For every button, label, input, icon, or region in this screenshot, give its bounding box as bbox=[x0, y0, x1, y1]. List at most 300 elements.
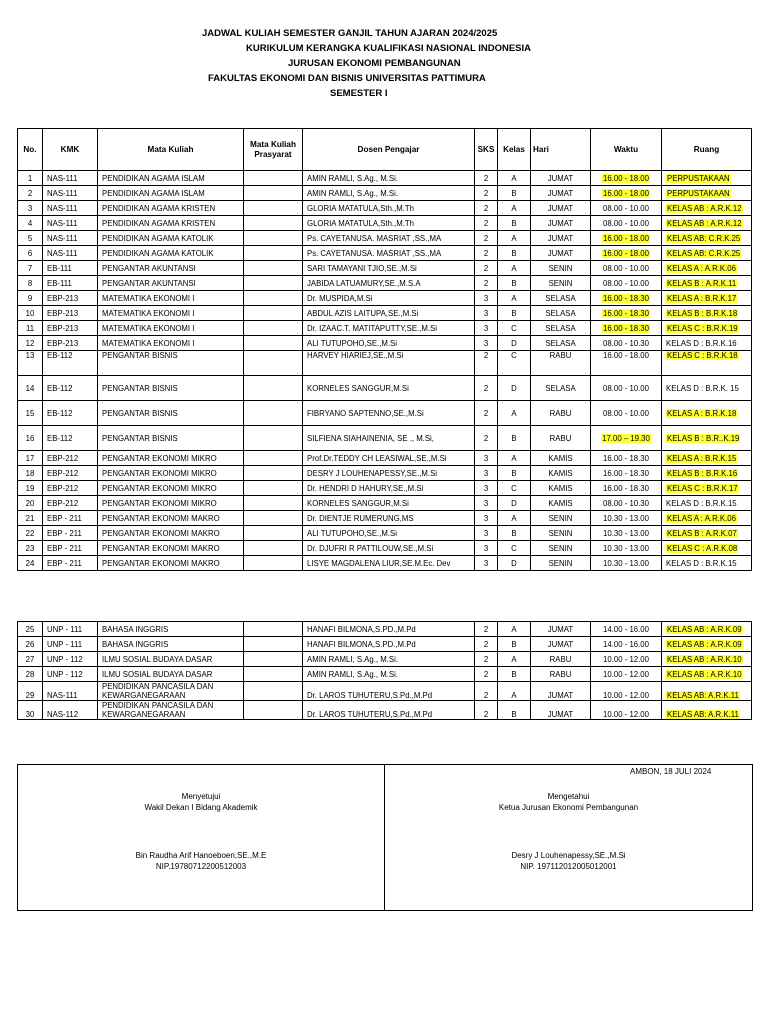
cell-ruang-text: KELAS C : A.R.K.08 bbox=[667, 543, 738, 553]
cell-sks-text: 2 bbox=[483, 639, 489, 649]
cell-kelas bbox=[498, 426, 531, 451]
cell-waktu bbox=[591, 622, 662, 637]
table-row bbox=[18, 231, 752, 246]
left-label: Menyetujui bbox=[181, 792, 221, 801]
cell-ruang bbox=[662, 231, 752, 246]
cell-dosen-text: Dr. MUSPIDA,M.Si bbox=[307, 293, 373, 303]
cell-sks bbox=[475, 186, 498, 201]
cell-ruang bbox=[662, 321, 752, 336]
cell-dosen bbox=[303, 682, 475, 701]
cell-waktu-text: 14.00 - 16.00 bbox=[603, 624, 649, 634]
cell-ruang-text: KELAS AB: C.R.K.25 bbox=[667, 248, 741, 258]
cell-hari bbox=[531, 306, 591, 321]
cell-no bbox=[18, 376, 43, 401]
cell-sks-text: 3 bbox=[483, 483, 489, 493]
cell-prasyarat bbox=[244, 376, 303, 401]
cell-dosen-text: Dr. LAROS TUHUTERU,S.Pd.,M.Pd bbox=[307, 710, 433, 719]
cell-kelas bbox=[498, 682, 531, 701]
cell-kmk-text: NAS-111 bbox=[47, 691, 78, 700]
title-line-5: SEMESTER I bbox=[330, 88, 388, 99]
cell-mata-kuliah bbox=[98, 201, 244, 216]
cell-no-text: 4 bbox=[27, 218, 33, 228]
cell-mata-kuliah-text: PENGANTAR BISNIS bbox=[102, 433, 178, 443]
cell-dosen-text: HANAFI BILMONA,S.PD.,M.Pd bbox=[307, 639, 416, 649]
cell-sks bbox=[475, 291, 498, 306]
cell-dosen bbox=[303, 496, 475, 511]
cell-waktu-text: 08.00 - 10.00 bbox=[603, 408, 649, 418]
left-approval-block bbox=[18, 791, 384, 813]
cell-ruang-text: KELAS D : B.R.K.15 bbox=[666, 558, 737, 568]
cell-kmk bbox=[43, 426, 98, 451]
cell-dosen-text: ABDUL AZIS LAITUPA,SE.,M.Si bbox=[307, 308, 419, 318]
cell-no bbox=[18, 246, 43, 261]
cell-sks-text: 2 bbox=[483, 654, 489, 664]
cell-hari-text: RABU bbox=[549, 351, 572, 360]
cell-mata-kuliah-text: PENDIDIKAN AGAMA KATOLIK bbox=[102, 233, 214, 243]
cell-dosen bbox=[303, 466, 475, 481]
cell-waktu bbox=[591, 682, 662, 701]
cell-kmk bbox=[43, 171, 98, 186]
cell-sks-text: 3 bbox=[483, 293, 489, 303]
cell-sks-text: 2 bbox=[483, 278, 489, 288]
cell-ruang-text: KELAS C : B.R.K.17 bbox=[667, 483, 738, 493]
cell-dosen bbox=[303, 336, 475, 351]
cell-waktu-text: 16.00 - 18.00 bbox=[603, 173, 649, 183]
cell-waktu-text: 17.00 – 19.30 bbox=[602, 433, 650, 443]
cell-sks bbox=[475, 216, 498, 231]
col-header-sks: SKS bbox=[475, 129, 498, 171]
cell-kmk-text: UNP - 112 bbox=[47, 654, 83, 664]
cell-no-text: 27 bbox=[25, 654, 35, 664]
cell-sks-text: 3 bbox=[483, 528, 489, 538]
cell-dosen bbox=[303, 261, 475, 276]
cell-kelas-text: B bbox=[511, 248, 517, 258]
col-header-dosen: Dosen Pengajar bbox=[303, 129, 475, 171]
cell-kelas bbox=[498, 231, 531, 246]
cell-prasyarat bbox=[244, 682, 303, 701]
cell-ruang bbox=[662, 451, 752, 466]
cell-prasyarat bbox=[244, 321, 303, 336]
cell-waktu bbox=[591, 401, 662, 426]
cell-sks bbox=[475, 541, 498, 556]
signature-date: AMBON, 18 JULI 2024 bbox=[630, 767, 712, 776]
cell-hari-text: SENIN bbox=[548, 278, 573, 288]
cell-kmk bbox=[43, 246, 98, 261]
cell-ruang-text: KELAS AB : A.R.K.09 bbox=[667, 624, 742, 634]
cell-mata-kuliah-text: MATEMATIKA EKONOMI I bbox=[102, 338, 195, 348]
cell-hari bbox=[531, 511, 591, 526]
left-signatory-block bbox=[18, 850, 384, 872]
cell-kmk-text: NAS-111 bbox=[47, 233, 78, 243]
cell-prasyarat bbox=[244, 652, 303, 667]
cell-no-text: 12 bbox=[25, 338, 35, 348]
cell-kmk bbox=[43, 466, 98, 481]
cell-kmk bbox=[43, 351, 98, 376]
cell-sks-text: 2 bbox=[483, 173, 489, 183]
cell-kelas bbox=[498, 201, 531, 216]
cell-hari bbox=[531, 526, 591, 541]
cell-mata-kuliah bbox=[98, 637, 244, 652]
cell-kelas-text: D bbox=[511, 383, 517, 393]
table-row bbox=[18, 637, 752, 652]
cell-waktu bbox=[591, 426, 662, 451]
cell-prasyarat bbox=[244, 306, 303, 321]
cell-kmk-text: NAS-111 bbox=[47, 203, 78, 213]
cell-kmk bbox=[43, 637, 98, 652]
cell-waktu-text: 14.00 - 16.00 bbox=[603, 639, 649, 649]
cell-sks bbox=[475, 401, 498, 426]
cell-prasyarat bbox=[244, 466, 303, 481]
cell-no-text: 15 bbox=[25, 408, 35, 418]
cell-ruang bbox=[662, 201, 752, 216]
cell-waktu-text: 08.00 - 10.30 bbox=[603, 498, 649, 508]
cell-ruang-text: KELAS C : B.R.K.19 bbox=[667, 323, 738, 333]
cell-mata-kuliah-text: PENGANTAR BISNIS bbox=[102, 408, 178, 418]
cell-no-text: 22 bbox=[25, 528, 35, 538]
cell-kelas bbox=[498, 246, 531, 261]
cell-ruang-text: KELAS C : B.R.K.18 bbox=[667, 351, 738, 360]
cell-kelas-text: A bbox=[511, 624, 517, 634]
cell-kelas bbox=[498, 637, 531, 652]
cell-kelas-text: D bbox=[511, 338, 517, 348]
cell-prasyarat bbox=[244, 216, 303, 231]
cell-kmk bbox=[43, 276, 98, 291]
cell-kelas-text: B bbox=[511, 669, 517, 679]
cell-ruang bbox=[662, 682, 752, 701]
schedule-table bbox=[17, 128, 752, 571]
cell-dosen-text: ALI TUTUPOHO,SE.,M.Si bbox=[307, 338, 397, 348]
cell-kmk bbox=[43, 306, 98, 321]
cell-kelas-text: C bbox=[511, 351, 517, 360]
cell-hari-text: SELASA bbox=[545, 293, 576, 303]
cell-no bbox=[18, 511, 43, 526]
cell-dosen-text: FIBRYANO SAPTENNO,SE.,M.Si bbox=[307, 408, 424, 418]
cell-no-text: 24 bbox=[25, 558, 35, 568]
cell-hari-text: SELASA bbox=[545, 338, 576, 348]
cell-dosen-text: AMIN RAMLI, S.Ag., M.Si. bbox=[307, 173, 398, 183]
cell-no bbox=[18, 637, 43, 652]
cell-dosen-text: ALI TUTUPOHO,SE.,M.Si bbox=[307, 528, 397, 538]
cell-mata-kuliah bbox=[98, 451, 244, 466]
cell-ruang bbox=[662, 351, 752, 376]
cell-kmk-text: NAS-111 bbox=[47, 188, 78, 198]
cell-no-text: 26 bbox=[25, 639, 35, 649]
cell-sks bbox=[475, 556, 498, 571]
cell-ruang-text: KELAS A : B.R.K.18 bbox=[667, 408, 737, 418]
cell-mata-kuliah bbox=[98, 701, 244, 720]
cell-no-text: 18 bbox=[25, 468, 35, 478]
cell-sks bbox=[475, 496, 498, 511]
cell-dosen bbox=[303, 401, 475, 426]
cell-kelas bbox=[498, 276, 531, 291]
table-header-row bbox=[18, 129, 752, 171]
cell-prasyarat bbox=[244, 622, 303, 637]
cell-waktu-text: 16.00 - 18.00 bbox=[603, 233, 649, 243]
cell-dosen bbox=[303, 246, 475, 261]
cell-mata-kuliah bbox=[98, 466, 244, 481]
cell-ruang-text: PERPUSTAKAAN bbox=[667, 173, 730, 183]
cell-dosen-text: DESRY J LOUHENAPESSY,SE.,M.Si bbox=[307, 468, 437, 478]
cell-dosen bbox=[303, 186, 475, 201]
table-row bbox=[18, 171, 752, 186]
cell-waktu-text: 16.00 - 18.30 bbox=[603, 453, 649, 463]
cell-no-text: 6 bbox=[27, 248, 33, 258]
cell-sks bbox=[475, 231, 498, 246]
cell-kelas bbox=[498, 466, 531, 481]
cell-dosen bbox=[303, 637, 475, 652]
cell-no bbox=[18, 426, 43, 451]
cell-ruang-text: KELAS B : B.R.K.18 bbox=[667, 308, 738, 318]
cell-ruang-text: KELAS AB: A.R.K.11 bbox=[667, 691, 739, 700]
cell-kelas-text: C bbox=[511, 483, 517, 493]
table-row bbox=[18, 466, 752, 481]
cell-ruang bbox=[662, 541, 752, 556]
cell-kmk bbox=[43, 541, 98, 556]
cell-ruang bbox=[662, 276, 752, 291]
cell-dosen bbox=[303, 622, 475, 637]
cell-ruang bbox=[662, 186, 752, 201]
cell-kmk-text: EBP - 211 bbox=[47, 543, 82, 553]
right-label: Mengetahui bbox=[547, 792, 590, 801]
cell-hari bbox=[531, 246, 591, 261]
cell-mata-kuliah bbox=[98, 401, 244, 426]
cell-prasyarat bbox=[244, 401, 303, 426]
schedule-table-continued bbox=[17, 621, 752, 720]
cell-kelas-text: A bbox=[511, 203, 517, 213]
cell-prasyarat bbox=[244, 336, 303, 351]
cell-ruang-text: KELAS D : B.R.K.15 bbox=[666, 498, 737, 508]
cell-kelas-text: B bbox=[511, 528, 517, 538]
cell-hari-text: JUMAT bbox=[547, 639, 574, 649]
cell-mata-kuliah-text: PENDIDIKAN PANCASILA DAN KEWARGANEGARAAN bbox=[102, 682, 214, 700]
cell-ruang bbox=[662, 481, 752, 496]
cell-no-text: 10 bbox=[25, 308, 35, 318]
col-header-kmk: KMK bbox=[43, 129, 98, 171]
cell-no-text: 16 bbox=[25, 433, 35, 443]
cell-ruang bbox=[662, 526, 752, 541]
cell-mata-kuliah bbox=[98, 667, 244, 682]
cell-kmk-text: EB-112 bbox=[47, 383, 73, 393]
table-row bbox=[18, 401, 752, 426]
cell-dosen bbox=[303, 231, 475, 246]
cell-no bbox=[18, 556, 43, 571]
cell-no bbox=[18, 216, 43, 231]
cell-sks bbox=[475, 306, 498, 321]
table-row bbox=[18, 667, 752, 682]
cell-kelas-text: B bbox=[511, 639, 517, 649]
cell-kmk-text: EB-112 bbox=[47, 433, 73, 443]
cell-kmk-text: EB-112 bbox=[47, 351, 73, 360]
cell-waktu bbox=[591, 637, 662, 652]
cell-ruang bbox=[662, 556, 752, 571]
cell-kmk bbox=[43, 481, 98, 496]
cell-kelas bbox=[498, 291, 531, 306]
cell-prasyarat bbox=[244, 186, 303, 201]
cell-prasyarat bbox=[244, 351, 303, 376]
cell-kmk bbox=[43, 652, 98, 667]
cell-no bbox=[18, 466, 43, 481]
cell-ruang-text: KELAS D : B.R.K.16 bbox=[666, 338, 737, 348]
cell-waktu-text: 10.30 - 13.00 bbox=[603, 558, 649, 568]
cell-sks bbox=[475, 261, 498, 276]
cell-waktu bbox=[591, 511, 662, 526]
cell-sks-text: 2 bbox=[483, 383, 489, 393]
cell-ruang-text: KELAS A : A.R.K.06 bbox=[667, 513, 736, 523]
cell-waktu bbox=[591, 481, 662, 496]
left-role: Wakil Dekan I Bidang Akademik bbox=[144, 803, 258, 812]
cell-hari-text: RABU bbox=[549, 408, 572, 418]
cell-kelas-text: A bbox=[511, 293, 517, 303]
cell-kmk-text: EBP - 211 bbox=[47, 528, 82, 538]
cell-mata-kuliah-text: MATEMATIKA EKONOMI I bbox=[102, 308, 195, 318]
cell-dosen bbox=[303, 201, 475, 216]
cell-waktu bbox=[591, 496, 662, 511]
cell-hari bbox=[531, 637, 591, 652]
cell-prasyarat bbox=[244, 276, 303, 291]
cell-kelas bbox=[498, 376, 531, 401]
cell-hari bbox=[531, 401, 591, 426]
cell-no-text: 25 bbox=[25, 624, 35, 634]
cell-hari bbox=[531, 261, 591, 276]
cell-mata-kuliah-text: BAHASA INGGRIS bbox=[102, 624, 169, 634]
cell-sks-text: 3 bbox=[483, 453, 489, 463]
col-header-hari: Hari bbox=[531, 129, 591, 171]
cell-no-text: 23 bbox=[25, 543, 35, 553]
cell-mata-kuliah-text: PENGANTAR EKONOMI MIKRO bbox=[102, 453, 217, 463]
cell-sks bbox=[475, 376, 498, 401]
cell-dosen-text: SILFIENA SIAHAINENIA, SE ., M.Si, bbox=[307, 433, 434, 443]
left-name: Bin Raudha Arif Hanoeboen,SE.,M.E bbox=[135, 851, 267, 860]
cell-hari bbox=[531, 451, 591, 466]
cell-sks-text: 3 bbox=[483, 558, 489, 568]
cell-waktu-text: 08.00 - 10.00 bbox=[603, 203, 649, 213]
cell-kmk bbox=[43, 451, 98, 466]
cell-hari-text: RABU bbox=[549, 654, 572, 664]
cell-hari bbox=[531, 231, 591, 246]
cell-waktu bbox=[591, 246, 662, 261]
cell-mata-kuliah bbox=[98, 682, 244, 701]
col-header-mata-kuliah: Mata Kuliah bbox=[98, 129, 244, 171]
cell-kelas-text: D bbox=[511, 498, 517, 508]
cell-mata-kuliah-text: PENGANTAR EKONOMI MAKRO bbox=[102, 543, 220, 553]
cell-kmk bbox=[43, 216, 98, 231]
cell-mata-kuliah bbox=[98, 511, 244, 526]
col-header-prasyarat: Mata Kuliah Prasyarat bbox=[244, 129, 303, 171]
cell-kelas-text: A bbox=[511, 233, 517, 243]
cell-no-text: 28 bbox=[25, 669, 35, 679]
cell-hari-text: SENIN bbox=[548, 513, 573, 523]
cell-kmk-text: EB-111 bbox=[47, 278, 72, 288]
cell-mata-kuliah-text: PENGANTAR AKUNTANSI bbox=[102, 278, 196, 288]
cell-sks-text: 3 bbox=[483, 543, 489, 553]
cell-no bbox=[18, 481, 43, 496]
cell-sks-text: 3 bbox=[483, 468, 489, 478]
cell-kmk bbox=[43, 682, 98, 701]
cell-sks-text: 2 bbox=[483, 624, 489, 634]
cell-hari bbox=[531, 376, 591, 401]
cell-kmk-text: EBP-212 bbox=[47, 483, 79, 493]
cell-kelas bbox=[498, 351, 531, 376]
cell-ruang-text: PERPUSTAKAAN bbox=[667, 188, 730, 198]
cell-waktu-text: 10.30 - 13.00 bbox=[603, 543, 649, 553]
cell-kelas-text: A bbox=[511, 173, 517, 183]
cell-dosen bbox=[303, 216, 475, 231]
cell-hari bbox=[531, 496, 591, 511]
cell-no-text: 14 bbox=[25, 383, 35, 393]
cell-waktu-text: 10.00 - 12.00 bbox=[603, 691, 649, 700]
cell-mata-kuliah bbox=[98, 171, 244, 186]
cell-kelas-text: B bbox=[511, 468, 517, 478]
cell-kelas bbox=[498, 701, 531, 720]
cell-no-text: 5 bbox=[27, 233, 33, 243]
cell-no bbox=[18, 401, 43, 426]
cell-no-text: 1 bbox=[27, 173, 33, 183]
cell-no bbox=[18, 682, 43, 701]
right-role: Ketua Jurusan Ekonomi Pembangunan bbox=[498, 803, 639, 812]
cell-ruang bbox=[662, 246, 752, 261]
cell-ruang-text: KELAS AB: C.R.K.25 bbox=[667, 233, 741, 243]
cell-sks-text: 2 bbox=[483, 691, 489, 700]
cell-waktu-text: 08.00 - 10.00 bbox=[603, 263, 649, 273]
cell-waktu bbox=[591, 336, 662, 351]
cell-kmk bbox=[43, 526, 98, 541]
cell-ruang bbox=[662, 622, 752, 637]
cell-hari-text: KAMIS bbox=[548, 483, 573, 493]
title-line-1: JADWAL KULIAH SEMESTER GANJIL TAHUN AJARAN 2024/2025 bbox=[202, 28, 498, 39]
cell-kelas-text: B bbox=[511, 188, 517, 198]
cell-no bbox=[18, 306, 43, 321]
cell-sks bbox=[475, 682, 498, 701]
table-row bbox=[18, 622, 752, 637]
cell-mata-kuliah bbox=[98, 526, 244, 541]
cell-no-text: 8 bbox=[27, 278, 33, 288]
cell-hari bbox=[531, 682, 591, 701]
cell-kelas bbox=[498, 481, 531, 496]
cell-kmk-text: UNP - 111 bbox=[47, 639, 83, 649]
cell-mata-kuliah bbox=[98, 276, 244, 291]
title-line-2: KURIKULUM KERANGKA KUALIFIKASI NASIONAL INDONESIA bbox=[246, 43, 531, 54]
cell-sks bbox=[475, 351, 498, 376]
cell-no-text: 29 bbox=[25, 691, 35, 700]
cell-sks-text: 3 bbox=[483, 498, 489, 508]
cell-waktu-text: 16.00 - 18.00 bbox=[603, 351, 649, 360]
cell-sks-text: 2 bbox=[483, 669, 489, 679]
cell-hari-text: JUMAT bbox=[547, 233, 574, 243]
cell-ruang-text: KELAS A : B.R.K.17 bbox=[667, 293, 737, 303]
cell-kmk bbox=[43, 701, 98, 720]
table-row bbox=[18, 246, 752, 261]
cell-mata-kuliah bbox=[98, 481, 244, 496]
cell-mata-kuliah-text: ILMU SOSIAL BUDAYA DASAR bbox=[102, 669, 213, 679]
cell-hari bbox=[531, 481, 591, 496]
cell-waktu bbox=[591, 261, 662, 276]
cell-waktu-text: 16.00 - 18.00 bbox=[603, 248, 649, 258]
cell-waktu-text: 08.00 - 10.00 bbox=[603, 383, 649, 393]
cell-no bbox=[18, 652, 43, 667]
cell-sks bbox=[475, 526, 498, 541]
cell-no bbox=[18, 291, 43, 306]
cell-kmk-text: EBP-213 bbox=[47, 308, 79, 318]
cell-ruang-text: KELAS B : B.R.K.16 bbox=[667, 468, 738, 478]
cell-mata-kuliah bbox=[98, 261, 244, 276]
cell-sks bbox=[475, 637, 498, 652]
cell-sks-text: 2 bbox=[483, 710, 489, 719]
cell-waktu-text: 08.00 - 10.00 bbox=[603, 218, 649, 228]
cell-sks bbox=[475, 451, 498, 466]
cell-waktu-text: 10.00 - 12.00 bbox=[603, 669, 649, 679]
cell-no-text: 11 bbox=[25, 323, 35, 333]
cell-ruang bbox=[662, 261, 752, 276]
